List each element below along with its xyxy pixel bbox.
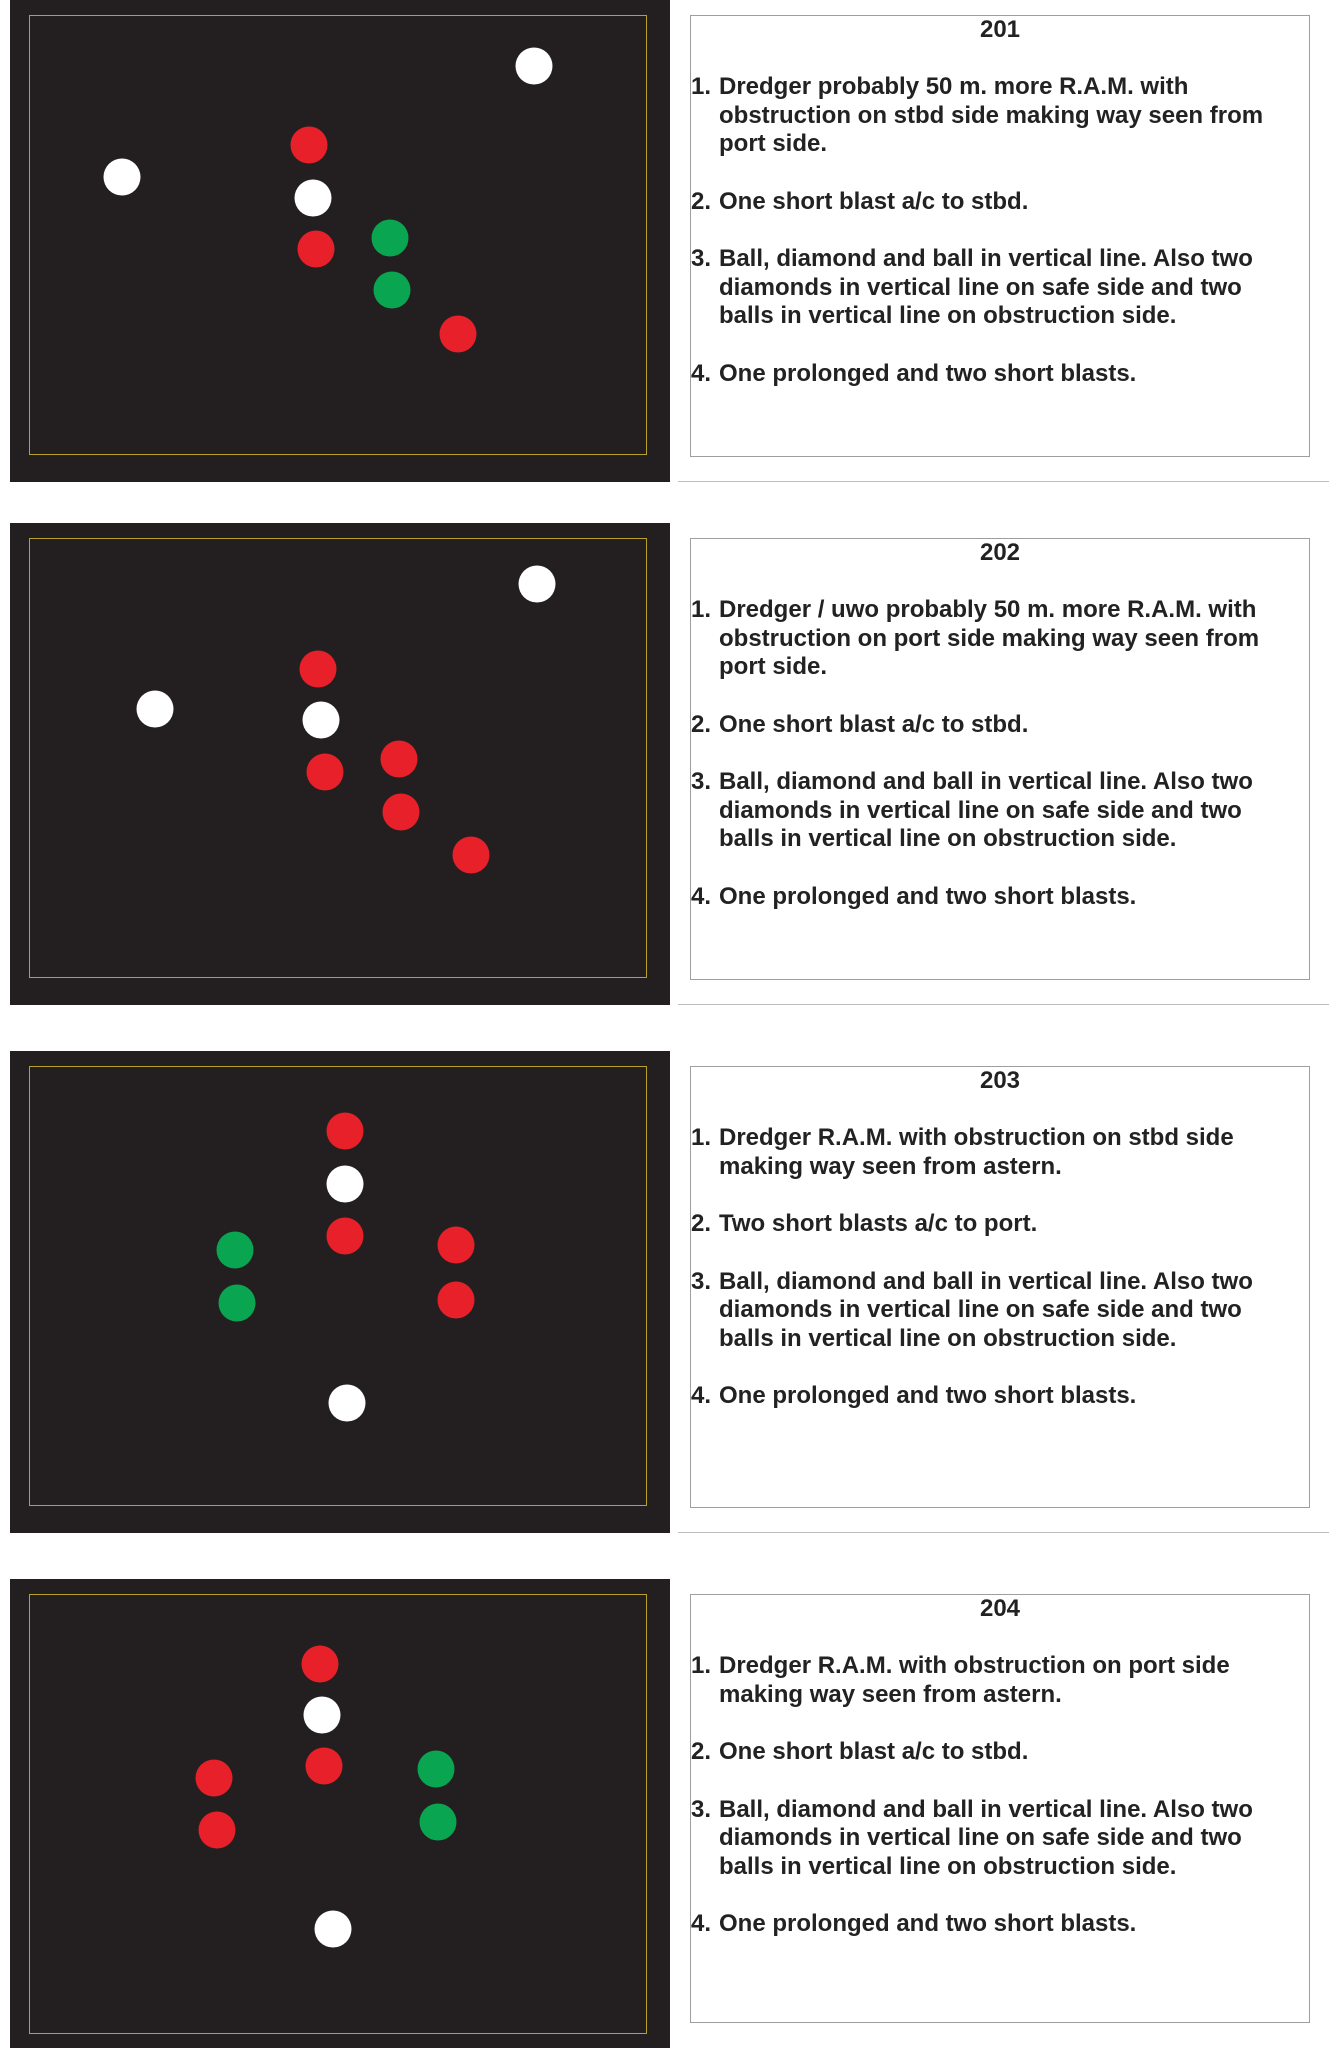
answer-number: 4. [691, 1382, 712, 1409]
answer-number: 4. [691, 882, 712, 910]
answer-number: 2. [691, 187, 712, 215]
answer-text: One prolonged and two short blasts. [719, 1382, 1137, 1409]
ram-light-middle-white [295, 180, 332, 217]
ram-light-middle-white [303, 702, 340, 739]
answer-text: One short blast a/c to stbd. [719, 187, 1029, 215]
answer-item [691, 1910, 1303, 1939]
safe-side-light-top [372, 220, 409, 257]
answer-item [691, 1210, 1303, 1239]
safe-side-light-top [217, 1232, 254, 1269]
stern-light-white [329, 1385, 366, 1422]
ram-light-middle-white [327, 1166, 364, 1203]
obstruction-light-bottom [383, 794, 420, 831]
answer-number: 1. [691, 1652, 712, 1679]
answer-item [691, 1796, 1303, 1882]
stern-light-white [315, 1911, 352, 1948]
card-number: 203 [979, 1067, 1021, 1094]
obstruction-light-top [438, 1227, 475, 1264]
answer-text: Ball, diamond and ball in vertical line. Also two diamonds in vertical line on safe side and two balls in vertical line on obstruction side. [719, 245, 1253, 329]
answer-text: One short blast a/c to stbd. [719, 1738, 1029, 1765]
safe-side-light-bottom [374, 272, 411, 309]
answer-item [691, 1124, 1303, 1181]
answer-text: Dredger R.A.M. with obstruction on port side making way seen from astern. [719, 1652, 1230, 1708]
answer-list [691, 1124, 1303, 1440]
ram-light-middle-white [304, 1697, 341, 1734]
answer-text: One short blast a/c to stbd. [719, 710, 1029, 738]
ram-light-bottom-red [327, 1218, 364, 1255]
mast-light-white [516, 48, 553, 85]
obstruction-light-bottom [438, 1282, 475, 1319]
card-divider [678, 1004, 1329, 1005]
answer-item [691, 1738, 1303, 1767]
stern-light-white [137, 691, 174, 728]
mast-light-white [519, 566, 556, 603]
answer-list [691, 596, 1303, 940]
flashcard-202 [10, 523, 1329, 1005]
obstruction-light-top [196, 1760, 233, 1797]
flashcard-203 [10, 1051, 1329, 1533]
answer-list [691, 1652, 1303, 1968]
answer-number: 3. [691, 768, 712, 795]
stern-light-white [104, 159, 141, 196]
answer-text: Dredger / uwo probably 50 m. more R.A.M. with obstruction on port side making way seen from port side. [719, 596, 1260, 680]
card-number: 202 [979, 539, 1021, 566]
card-number: 204 [979, 1595, 1021, 1622]
answer-box [690, 1066, 1310, 1508]
card-number: 201 [979, 16, 1021, 43]
answer-number: 1. [691, 1124, 712, 1151]
night-scene [10, 1051, 670, 1533]
answer-number: 1. [691, 73, 712, 100]
answer-item [691, 768, 1303, 854]
answer-text: Ball, diamond and ball in vertical line. Also two diamonds in vertical line on safe side and two balls in vertical line on obstruction side. [719, 768, 1253, 852]
answer-number: 2. [691, 1738, 712, 1765]
answer-text: One prolonged and two short blasts. [719, 882, 1137, 910]
ram-light-top-red [327, 1113, 364, 1150]
sidelight-red [440, 316, 477, 353]
answer-text: Dredger probably 50 m. more R.A.M. with obstruction on stbd side making way seen from port side. [719, 73, 1264, 157]
answer-item [691, 883, 1303, 912]
answer-item [691, 360, 1303, 389]
answer-item [691, 711, 1303, 740]
answer-box [690, 1594, 1310, 2023]
answer-text: One prolonged and two short blasts. [719, 1910, 1137, 1937]
night-scene [10, 0, 670, 482]
answer-number: 4. [691, 1910, 712, 1937]
safe-side-light-bottom [420, 1804, 457, 1841]
answer-list [691, 73, 1303, 417]
answer-item [691, 596, 1303, 682]
safe-side-light-bottom [219, 1285, 256, 1322]
answer-box [690, 15, 1310, 457]
answer-item [691, 1652, 1303, 1709]
card-divider [678, 481, 1329, 482]
answer-number: 3. [691, 1795, 712, 1823]
answer-number: 2. [691, 710, 712, 738]
answer-item [691, 73, 1303, 159]
flashcard-201 [10, 0, 1329, 482]
answer-number: 3. [691, 245, 712, 272]
answer-text: Dredger R.A.M. with obstruction on stbd side making way seen from astern. [719, 1124, 1234, 1180]
obstruction-light-bottom [199, 1812, 236, 1849]
card-divider [678, 1532, 1329, 1533]
answer-item [691, 1382, 1303, 1411]
answer-number: 1. [691, 596, 712, 623]
answer-text: Ball, diamond and ball in vertical line. Also two diamonds in vertical line on safe side and two balls in vertical line on obstruction side. [719, 1795, 1253, 1880]
ram-light-top-red [300, 651, 337, 688]
sidelight-red [453, 837, 490, 874]
flashcard-204 [10, 1579, 1329, 2048]
answer-text: One prolonged and two short blasts. [719, 359, 1137, 387]
ram-light-top-red [302, 1646, 339, 1683]
answer-item [691, 1268, 1303, 1354]
ram-light-bottom-red [306, 1748, 343, 1785]
ram-light-top-red [291, 127, 328, 164]
answer-item [691, 188, 1303, 217]
answer-number: 2. [691, 1210, 712, 1237]
answer-text: Two short blasts a/c to port. [719, 1210, 1038, 1237]
night-scene [10, 523, 670, 1005]
safe-side-light-top [418, 1751, 455, 1788]
ram-light-bottom-red [298, 231, 335, 268]
answer-item [691, 245, 1303, 331]
answer-number: 4. [691, 359, 712, 387]
answer-box [690, 538, 1310, 980]
ram-light-bottom-red [307, 754, 344, 791]
night-scene-frame [29, 15, 647, 455]
answer-text: Ball, diamond and ball in vertical line. Also two diamonds in vertical line on safe side and two balls in vertical line on obstruction side. [719, 1267, 1253, 1352]
obstruction-light-top [381, 741, 418, 778]
night-scene [10, 1579, 670, 2048]
answer-number: 3. [691, 1267, 712, 1295]
